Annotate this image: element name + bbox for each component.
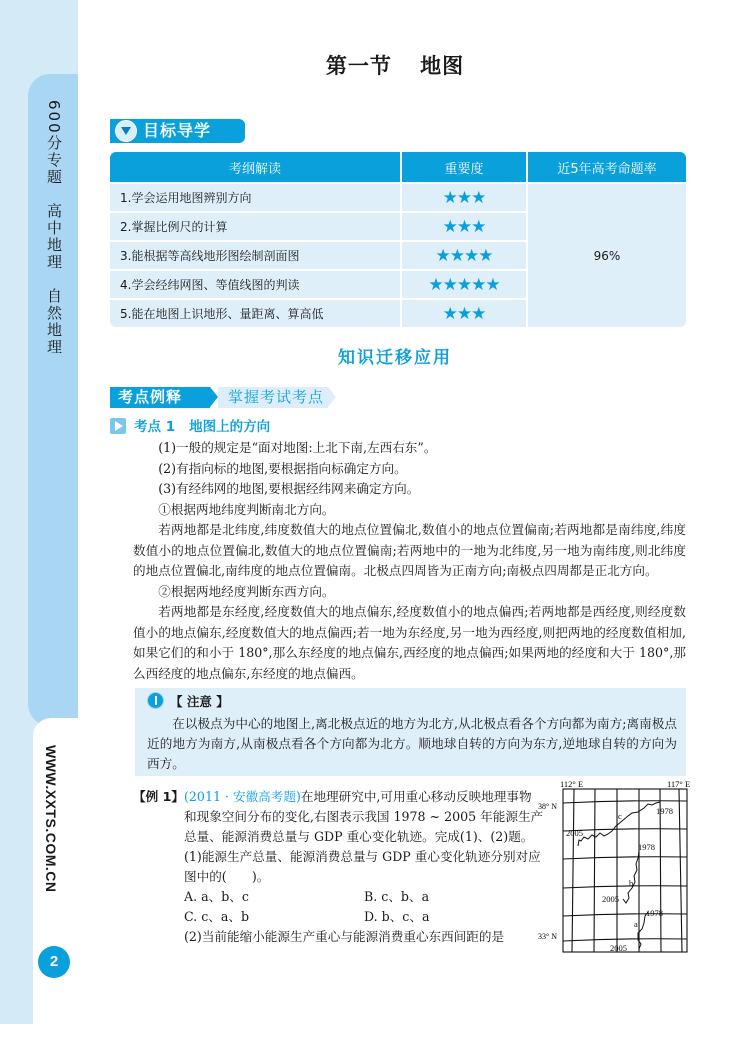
kaodian-number: 考点 1 bbox=[134, 419, 176, 435]
track-b-start-label: 1978 bbox=[638, 842, 655, 852]
section-number: 第一节 bbox=[325, 53, 392, 78]
paragraph: ①根据两地纬度判断南北方向。 bbox=[158, 501, 335, 517]
section-topic: 地图 bbox=[420, 53, 465, 78]
notice-title: 【 注意 】 bbox=[170, 694, 229, 709]
page-title bbox=[40, 50, 750, 80]
book-title: 600分专题 高中地理 自然地理 bbox=[45, 100, 63, 356]
play-icon bbox=[110, 418, 126, 434]
option-a[interactable]: A. a、b、c bbox=[184, 889, 249, 904]
requirement-cell: 1.学会运用地图辨别方向 bbox=[110, 182, 402, 211]
parallel bbox=[563, 801, 687, 803]
column-header: 重要度 bbox=[402, 152, 528, 182]
requirement-cell: 5.能在地图上识地形、量距离、算高低 bbox=[110, 298, 402, 327]
notice-heading bbox=[147, 692, 229, 712]
exclamation-circle-icon bbox=[147, 692, 164, 709]
track-c-label: c bbox=[618, 811, 622, 821]
track-b-end-label: 2005 bbox=[602, 894, 619, 904]
option-c[interactable]: C. c、a、b bbox=[184, 909, 250, 924]
kaodian-title: 地图上的方向 bbox=[189, 419, 271, 435]
option-d[interactable]: D. b、c、a bbox=[364, 909, 430, 924]
question-1: (1)能源生产总量、能源消费总量与 GDP 重心变化轨迹分别对应图中的( )。 bbox=[184, 849, 541, 884]
lat-top-label: 38° N bbox=[538, 802, 557, 811]
notice-body bbox=[147, 714, 677, 774]
column-header: 近5年高考命题率 bbox=[528, 152, 686, 182]
track-a-label: a bbox=[634, 919, 638, 929]
banner-arrow bbox=[210, 387, 218, 407]
banner-secondary: 掌握考试考点 bbox=[218, 387, 328, 408]
notice-text: 在以极点为中心的地图上,离北极点近的地方为北方,从北极点看各个方向都为南方;离南极点近的地方为南方,从南极点看各个方向都为北方。顺地球自转的方向为东方,逆地球自转的方向为西方。 bbox=[147, 716, 677, 771]
banner-arrow bbox=[328, 387, 336, 407]
down-triangle-icon bbox=[115, 120, 137, 142]
example-content bbox=[184, 787, 544, 947]
paragraph: 若两地都是东经度,经度数值大的地点偏东,经度数值小的地点偏西;若两地都是西经度,则经度数值小的地点偏东,经度数值大的地点偏西;若一地为东经度,另一地为西经度,则把两地的经度数值相加,如果它们的和小于 180°,那么东经度的地点偏东,西经度的地点偏西;如果两地的经度和大于 180°,那么西经度的地点偏东,东经度的地点偏西。 bbox=[133, 604, 686, 681]
parallel bbox=[563, 939, 687, 941]
track-a-end-label: 2005 bbox=[610, 943, 627, 953]
example-source: (2011 · 安徽高考题) bbox=[184, 789, 301, 804]
requirement-cell: 4.学会经纬网图、等值线图的判读 bbox=[110, 269, 402, 298]
requirement-cell: 3.能根据等高线地形图绘制剖面图 bbox=[110, 240, 402, 269]
page-number: 2 bbox=[38, 946, 70, 978]
table-header-row bbox=[110, 152, 686, 182]
paragraph: 若两地都是北纬度,纬度数值大的地点位置偏北,数值小的地点位置偏南;若两地都是南纬度,纬度数值小的地点位置偏北,数值大的地点位置偏南;若两地中的一地为北纬度,另一地为南纬度,则北纬度的地点位置偏北,南纬度的地点位置偏南。北极点四周皆为正南方向;南极点四周都是正北方向。 bbox=[133, 522, 686, 578]
star-rating: ★★★★★ bbox=[402, 269, 528, 298]
star-rating: ★★★ bbox=[402, 182, 528, 211]
centroid-map bbox=[538, 778, 700, 960]
track-b-label: b bbox=[629, 878, 634, 888]
paragraph: (1)一般的规定是“面对地图:上北下南,左西右东”。 bbox=[158, 440, 437, 455]
exam-rate: 96% bbox=[528, 182, 686, 327]
options-row bbox=[184, 907, 544, 927]
track-c-end-label: 2005 bbox=[566, 828, 583, 838]
lon-right-label: 117° E bbox=[667, 779, 691, 789]
body-text bbox=[133, 438, 686, 684]
meridian bbox=[679, 789, 682, 952]
example-intro bbox=[184, 787, 544, 847]
option-b[interactable]: B. c、b、a bbox=[364, 889, 430, 904]
website-url: WWW.XXTS.COM.CN bbox=[43, 745, 59, 893]
track-a-start-label: 1978 bbox=[646, 908, 663, 918]
star-rating: ★★★★ bbox=[402, 240, 528, 269]
parallel bbox=[563, 857, 687, 859]
lat-bottom-label: 33° N bbox=[538, 932, 557, 941]
question-2: (2)当前能缩小能源生产重心与能源消费重心东西间距的是 bbox=[184, 929, 505, 944]
track-b bbox=[623, 851, 639, 903]
parallel bbox=[563, 886, 687, 888]
meridian bbox=[572, 789, 574, 952]
goals-badge bbox=[110, 119, 245, 143]
goals-table bbox=[110, 152, 686, 327]
section-heading: 知识迁移应用 bbox=[338, 348, 452, 368]
column-header: 考纲解读 bbox=[110, 152, 402, 182]
example-label: 【例 1】 bbox=[133, 789, 184, 804]
paragraph: (3)有经纬网的地图,要根据经纬网来确定方向。 bbox=[158, 481, 420, 496]
notice-box bbox=[135, 688, 686, 776]
track-c bbox=[578, 802, 660, 846]
kaodian-heading bbox=[110, 415, 270, 435]
star-rating: ★★★ bbox=[402, 211, 528, 240]
star-rating: ★★★ bbox=[402, 298, 528, 327]
table-row bbox=[110, 182, 686, 211]
meridian bbox=[594, 789, 595, 952]
paragraph: ②根据两地经度判断东西方向。 bbox=[158, 583, 335, 599]
goals-badge-label: 目标导学 bbox=[143, 121, 212, 140]
paragraph: (2)有指向标的地图,要根据指向标确定方向。 bbox=[158, 460, 407, 476]
banner-primary: 考点例释 bbox=[110, 387, 210, 408]
options-row bbox=[184, 887, 544, 907]
lon-left-label: 112° E bbox=[560, 779, 584, 789]
parallel bbox=[563, 914, 687, 916]
track-c-start-label: 1978 bbox=[656, 806, 673, 816]
requirement-cell: 2.掌握比例尺的计算 bbox=[110, 211, 402, 240]
example-intro-text: 在地理研究中,可用重心移动反映地理事物和现象空间分布的变化,右图表示我国 1978 ~ 2005 年能源生产总量、能源消费总量与 GDP 重心变化轨迹。完成(1)、(2)题。 bbox=[184, 789, 544, 844]
